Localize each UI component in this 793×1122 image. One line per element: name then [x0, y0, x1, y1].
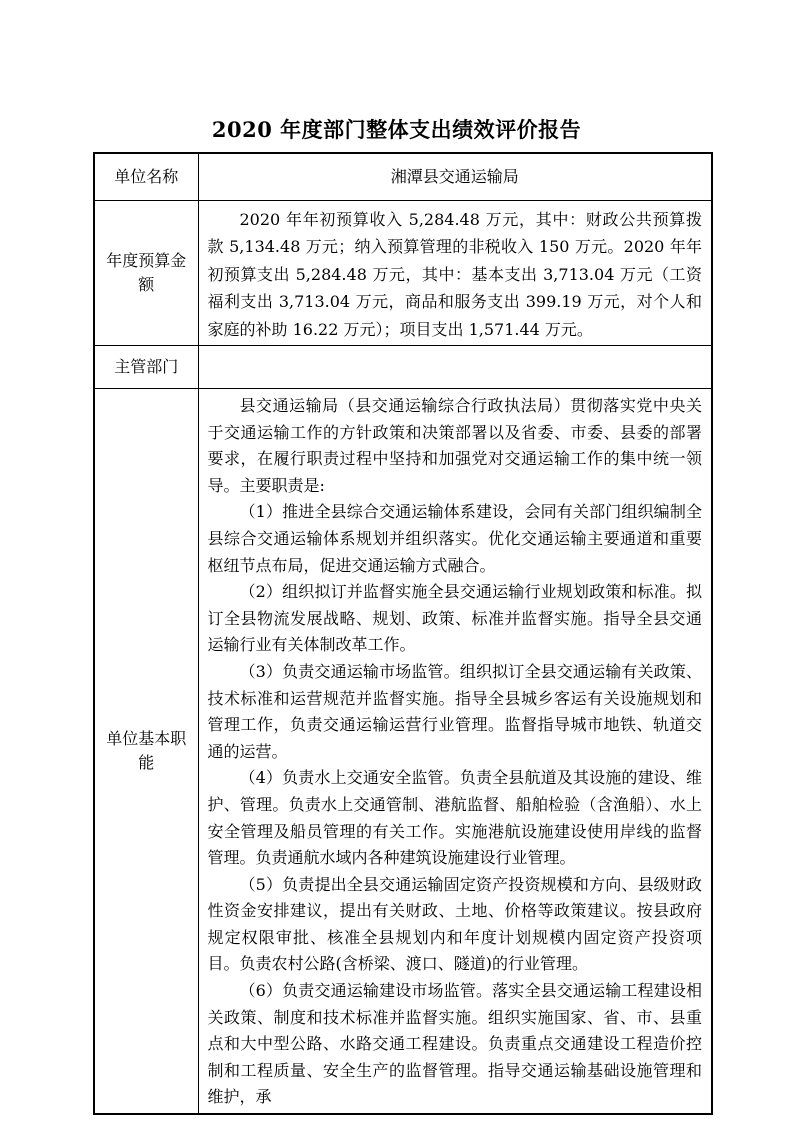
annual-budget-label: 年度预算金额: [94, 200, 198, 346]
function-paragraph-3: （3）负责交通运输市场监管。组织拟订全县交通运输有关政策、技术标准和运营规范并监督实施。指导全县城乡客运有关设施规划和管理工作，负责交通运输运营行业管理。监督指导城市地铁、轨道交通的运营。: [207, 661, 702, 761]
table-row-unit-name: [94, 153, 712, 200]
supervising-department-label: 主管部门: [94, 346, 198, 389]
unit-name-value: 湘潭县交通运输局: [198, 153, 712, 200]
supervising-department-value: [198, 346, 712, 389]
annual-budget-value: 2020 年年初预算收入 5,284.48 万元，其中：财政公共预算拨款 5,134.48 万元；纳入预算管理的非税收入 150 万元。2020 年年初预算支出 5,284.48 万元，其中：基本支出 3,713.04 万元（工资福利支出 3,713.04 万元，商品和服务支出 399.19 万元，对个人和家庭的补助 16.22 万元）；项目支出 1,571.44 万元。: [198, 200, 712, 346]
unit-name-label: 单位名称: [94, 153, 198, 200]
table-row-supervising-department: [94, 346, 712, 389]
function-paragraph-4: （4）负责水上交通安全监管。负责全县航道及其设施的建设、维护、管理。负责水上交通管制、港航监督、船舶检验（含渔船）、水上安全管理及船员管理的有关工作。实施港航设施建设使用岸线的监督管理。负责通航水域内各种建筑设施建设行业管理。: [207, 768, 702, 868]
function-paragraph-6: （6）负责交通运输建设市场监管。落实全县交通运输工程建设相关政策、制度和技术标准并监督实施。组织实施国家、省、市、县重点和大中型公路、水路交通工程建设。负责重点交通建设工程造价控制和工程质量、安全生产的监督管理。指导交通运输基础设施管理和维护，承: [207, 981, 702, 1107]
function-paragraph-1: （1）推进全县综合交通运输体系建设，会同有关部门组织编制全县综合交通运输体系规划并组织落实。优化交通运输主要通道和重要枢纽节点布局，促进交通运输方式融合。: [207, 502, 702, 575]
table-row-basic-functions: [94, 389, 712, 1115]
report-table: [93, 152, 713, 1115]
basic-functions-label: 单位基本职能: [94, 389, 198, 1115]
basic-functions-value: [198, 389, 712, 1115]
function-paragraph-2: （2）组织拟订并监督实施全县交通运输行业规划政策和标准。拟订全县物流发展战略、规划、政策、标准并监督实施。指导全县交通运输行业有关体制改革工作。: [207, 582, 702, 655]
page-title: 2020 年度部门整体支出绩效评价报告: [211, 117, 582, 142]
function-paragraph-intro: 县交通运输局（县交通运输综合行政执法局）贯彻落实党中央关于交通运输工作的方针政策和决策部署以及省委、市委、县委的部署要求，在履行职责过程中坚持和加强党对交通运输工作的集中统一领导。主要职责是:: [207, 396, 702, 495]
function-paragraph-5: （5）负责提出全县交通运输固定资产投资规模和方向、县级财政性资金安排建议，提出有关财政、土地、价格等政策建议。按县政府规定权限审批、核准全县规划内和年度计划规模内固定资产投资项目。负责农村公路(含桥梁、渡口、隧道)的行业管理。: [207, 874, 702, 974]
table-row-annual-budget: [94, 200, 712, 346]
